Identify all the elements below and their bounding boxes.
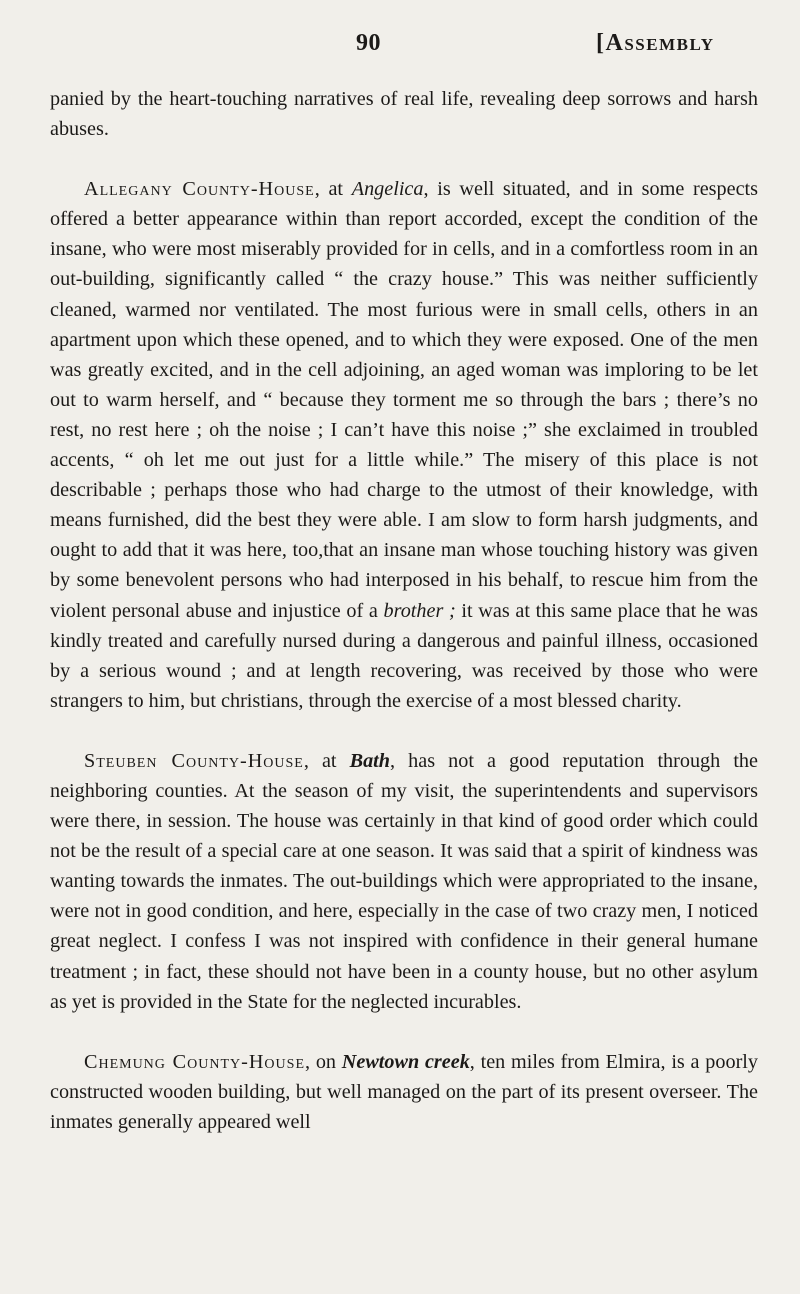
paragraph-text: panied by the heart-touching narratives of real life, revealing deep sorrows and harsh abuses. xyxy=(50,88,758,141)
connector-text: , on xyxy=(305,1050,342,1073)
connector-text: , at xyxy=(303,749,350,772)
paragraph-text: it was at this same place that he was kindly treated and carefully nursed during a dangerous and painful illness, occasioned by a serious wound ; and at length recovering, was received by those who were strangers to him, but christians, through the exercise of a most blessed charity. xyxy=(50,599,758,712)
place-name-newtown-creek: Newtown creek xyxy=(341,1050,470,1073)
paragraph-text: , ten miles from Elmira, is a poorly constructed wooden building, but well managed on the part of its present overseer. The inmates generally appeared well xyxy=(50,1050,758,1133)
emphasis-brother: brother ; xyxy=(383,599,456,622)
page-body xyxy=(50,84,758,1137)
paragraph-steuben xyxy=(50,746,758,1017)
place-name-angelica: Angelica xyxy=(351,178,424,201)
paragraph-continuation xyxy=(50,84,758,144)
section-lead-chemung: Chemung County-House xyxy=(84,1050,305,1073)
paragraph-text: , is well situated, and in some respects offered a better appearance within than report accorded, except the condition of the insane, who were most miserably provided for in cells, and in a comfortless room in an out-building, significantly called “ the crazy house.” This was neither sufficiently cleaned, warmed nor ventilated. The most furious were in small cells, others in an apartment upon which these opened, and to which they were exposed. One of the men was greatly excited, and in the cell adjoining, an aged woman was imploring to be let out to warm herself, and “ because they torment me so through the bars ; there’s no rest, no rest here ; oh the noise ; I can’t have this noise ;” she exclaimed in troubled accents, “ oh let me out just for a little while.” The misery of this place is not describable ; perhaps those who had charge to the utmost of their knowledge, with means furnished, did the best they were able. I am slow to form harsh judgments, and ought to add that it was here, too,that an insane man whose touching history was given by some benevolent persons who had interposed in his behalf, to rescue him from the violent personal abuse and injustice of a xyxy=(50,178,758,622)
page-header xyxy=(0,26,800,66)
connector-text: , at xyxy=(314,178,352,201)
page-number: 90 xyxy=(356,30,381,56)
section-lead-steuben: Steuben County-House xyxy=(84,749,304,772)
section-lead-allegany: Allegany County-House xyxy=(84,178,315,201)
place-name-bath: Bath xyxy=(349,749,391,772)
paragraph-chemung xyxy=(50,1047,758,1137)
paragraph-text: , has not a good reputation through the neighboring counties. At the season of my visit, the superintendents and supervisors were there, in session. The house was certainly in that kind of good order which could not be the result of a special care at one season. It was said that a spirit of kindness was wanting towards the inmates. The out-buildings which were appropriated to the insane, were not in good condition, and here, especially in the case of two crazy men, I noticed great neglect. I confess I was not inspired with confidence in their general humane treatment ; in fact, these should not have been in a county house, but no other asylum as yet is provided in the State for the neglected incurables. xyxy=(50,749,758,1013)
running-head: [Assembly xyxy=(596,30,715,56)
paragraph-allegany xyxy=(50,174,758,716)
